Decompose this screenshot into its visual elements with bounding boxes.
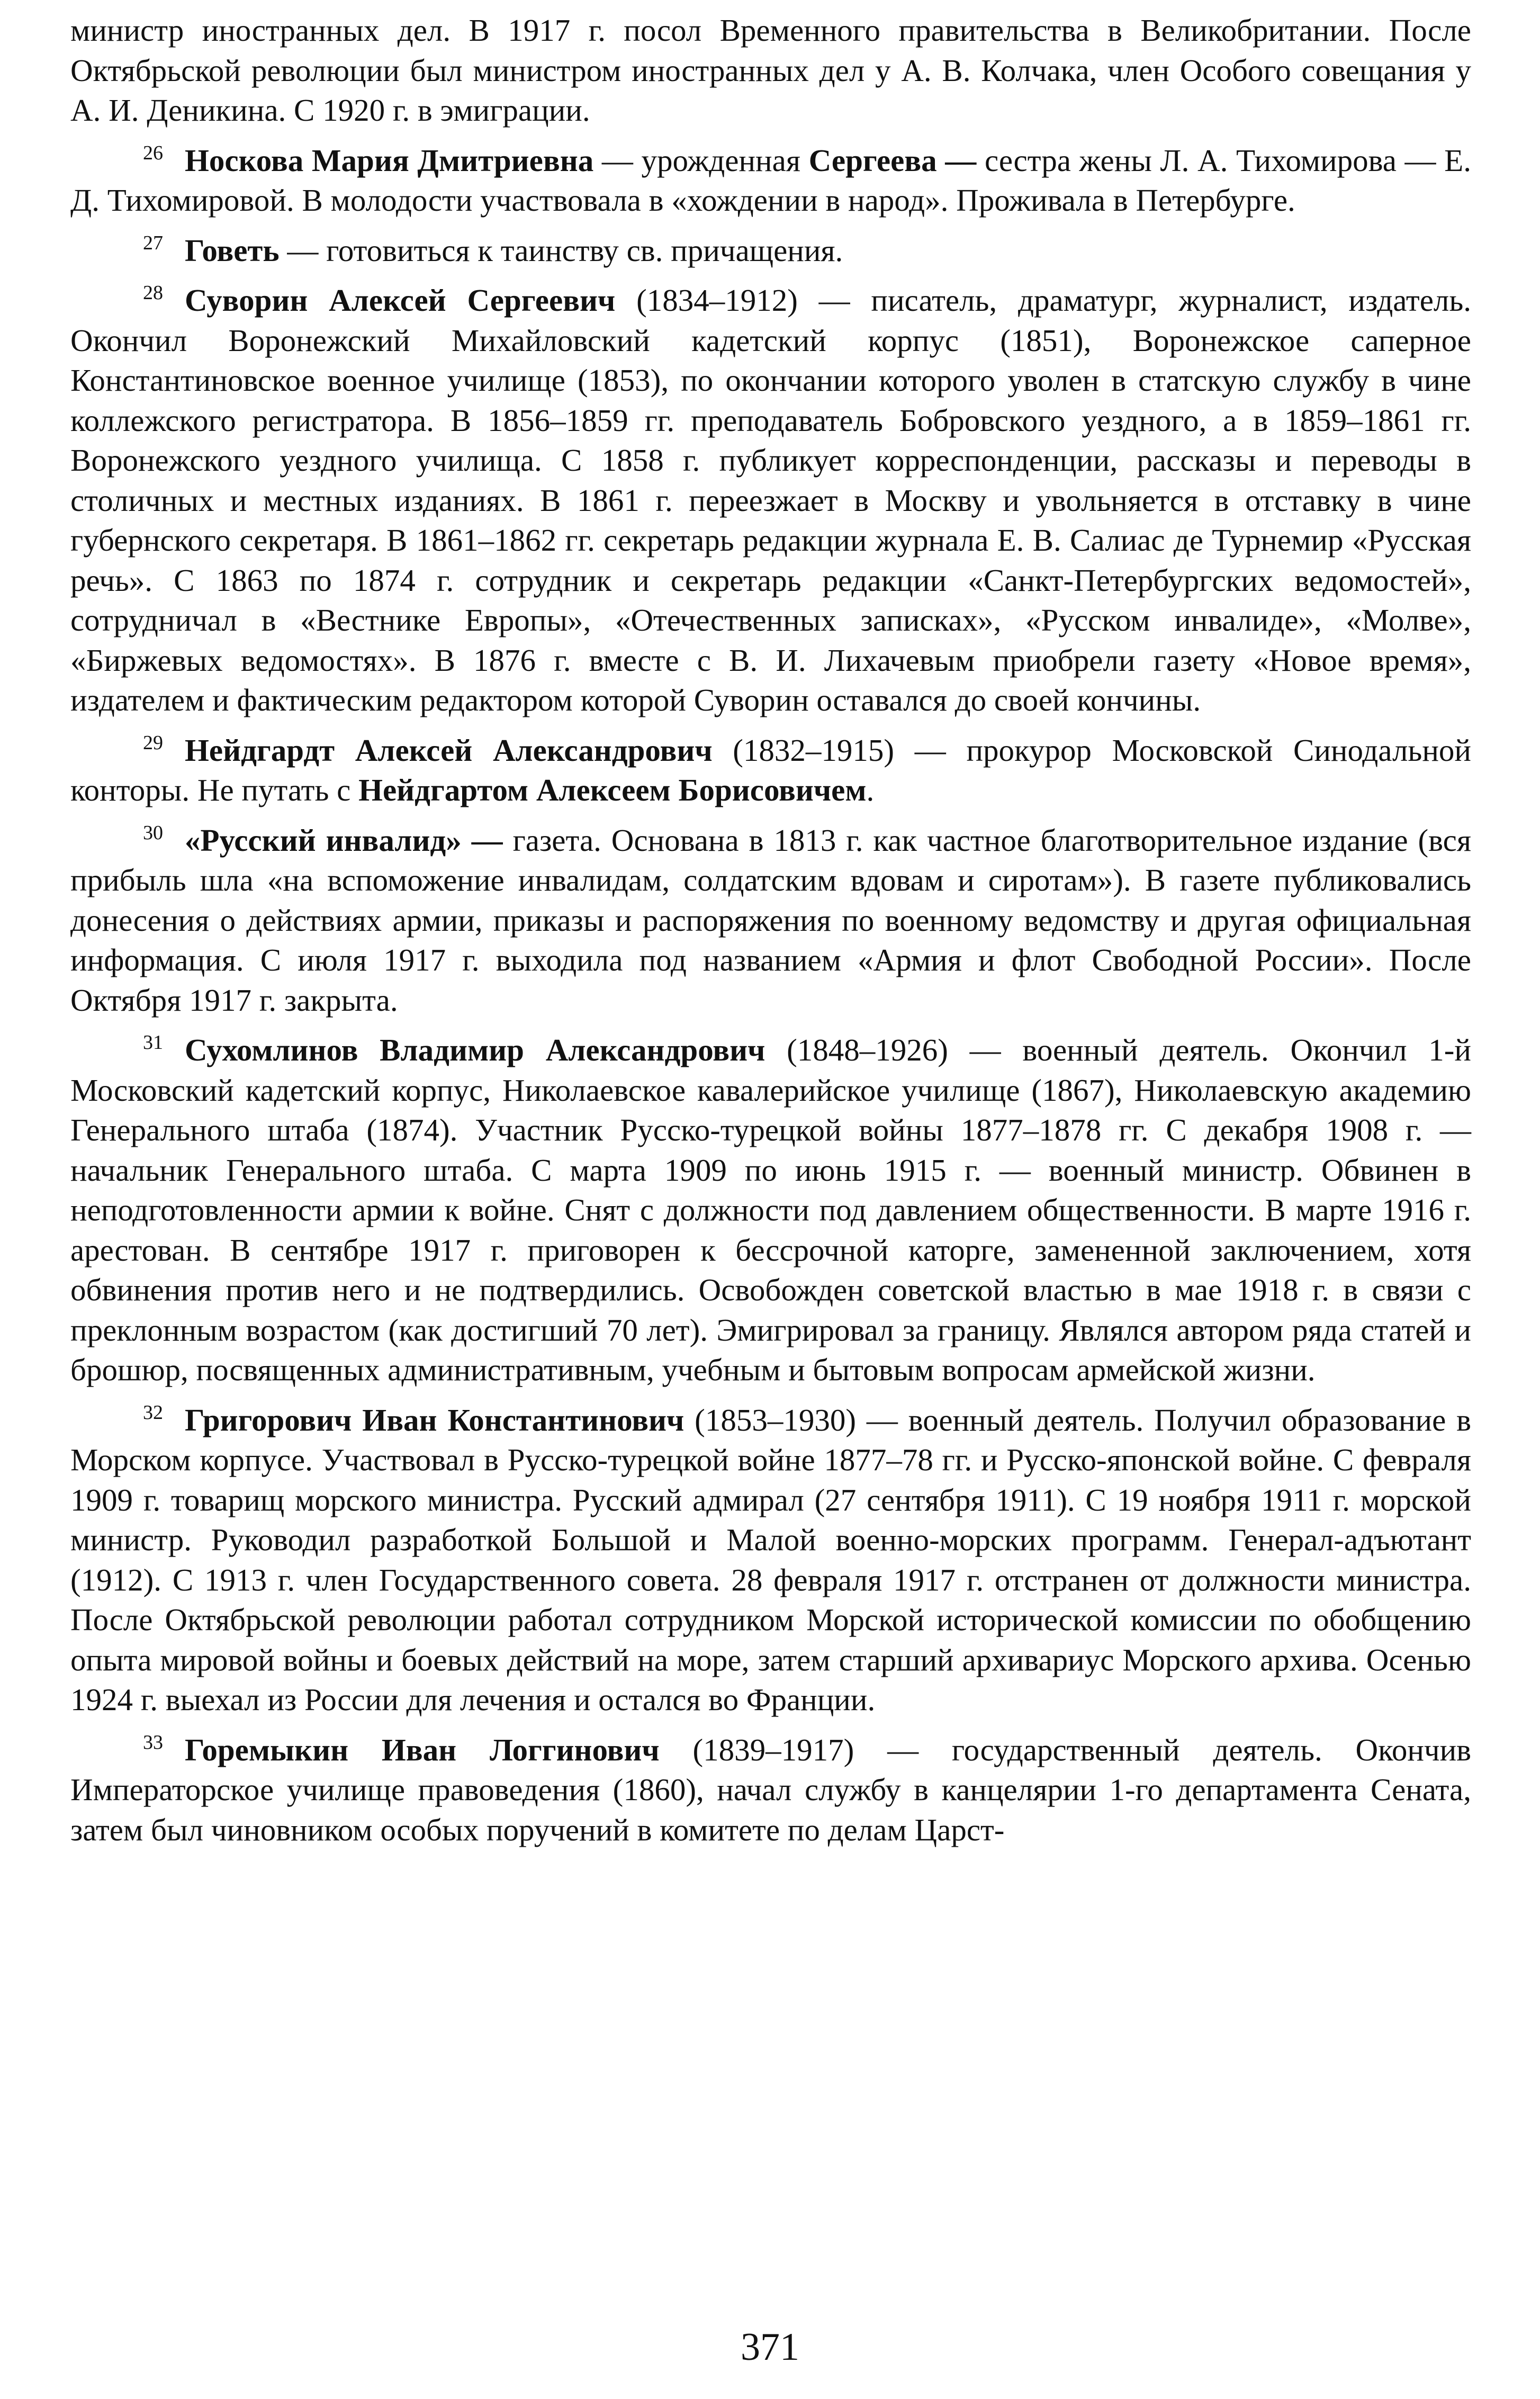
footnote-text: (1853–1930) — военный деятель. Получил образование в Морском корпусе. Участвовал в Русско-турецкой войне 1877–78 гг. и Русско-японской войне. С февраля 1909 г. товарищ морского министра. Русский адмирал (27 сентября 1911). С 19 ноября 1911 г. морской министр. Руководил разработкой Большой и Малой военно-морских программ. Генерал-адъютант (1912). С 1913 г. член Государственного совета. 28 февраля 1917 г. отстранен от должности министра. После Октябрьской революции работал сотрудником Морской исторической комиссии по обобщению опыта мировой войны и боевых действий на море, затем старший архивариус Морского архива. Осенью 1924 г. выехал из России для лечения и остался во Франции. xyxy=(70,1402,1471,1717)
footnote-text: — готовиться к таинству св. причащения. xyxy=(279,232,843,268)
footnote-term: Носкова Мария Дмитриевна xyxy=(185,142,594,178)
footnote-text: (1832–1915) — прокурор Московской Синодальной конторы. Не путать с xyxy=(70,732,1471,807)
footnote-29: 29 Нейдгардт Алексей Александрович (1832–1915) — прокурор Московской Синодальной конторы. Не путать с Нейдгартом Алексеем Борисовичем. xyxy=(70,731,1471,807)
footnote-text: — урожденная xyxy=(593,142,809,178)
page-body xyxy=(70,11,1471,1850)
footnote-term: «Русский инвалид» — xyxy=(185,822,503,858)
footnote-32: 32 Григорович Иван Константинович (1853–1930) — военный деятель. Получил образование в Морском корпусе. Участвовал в Русско-турецкой войне 1877–78 гг. и Русско-японской войне. С февраля 1909 г. товарищ морского министра. Русский адмирал (27 сентября 1911). С 19 ноября 1911 г. морской министр. Руководил разработкой Большой и Малой военно-морских программ. Генерал-адъютант (1912). С 1913 г. член Государственного совета. 28 февраля 1917 г. отстранен от должности министра. После Октябрьской революции работал сотрудником Морской исторической комиссии по обобщению опыта мировой войны и боевых действий на море, затем старший архивариус Морского архива. Осенью 1924 г. выехал из России для лечения и остался во Франции. xyxy=(70,1401,1471,1717)
footnote-term: Суворин Алексей Сергеевич xyxy=(185,283,616,318)
footnote-31: 31 Сухомлинов Владимир Александрович (1848–1926) — военный деятель. Окончил 1-й Московский кадетский корпус, Николаевское кавалерийское училище (1867), Николаевскую академию Генерального штаба (1874). Участник Русско-турецкой войны 1877–1878 гг. С декабря 1908 г. — начальник Генерального штаба. С марта 1909 по июнь 1915 г. — военный министр. Обвинен в неподготовленности армии к войне. Снят с должности под давлением общественности. В марте 1916 г. арестован. В сентябре 1917 г. приговорен к бессрочной каторге, замененной заключением, хотя обвинения против него и не подтвердились. Освобожден советской властью в мае 1918 г. в связи с преклонным возрастом (как достигший 70 лет). Эмигрировал за границу. Являлся автором ряда статей и брошюр, посвященных административным, учебным и бытовым вопросам армейской жизни. xyxy=(70,1031,1471,1387)
footnote-27: 27 Говеть — готовиться к таинству св. причащения. xyxy=(143,231,843,268)
footnote-term-secondary: Нейдгартом Алексеем Борисовичем xyxy=(358,772,867,807)
footnote-text: (1848–1926) — военный деятель. Окончил 1-й Московский кадетский корпус, Николаевское кавалерийское училище (1867), Николаевскую академию Генерального штаба (1874). Участник Русско-турецкой войны 1877–1878 гг. С декабря 1908 г. — начальник Генерального штаба. С марта 1909 по июнь 1915 г. — военный министр. Обвинен в неподготовленности армии к войне. Снят с должности под давлением общественности. В марте 1916 г. арестован. В сентябре 1917 г. приговорен к бессрочной каторге, замененной заключением, хотя обвинения против него и не подтвердились. Освобожден советской властью в мае 1918 г. в связи с преклонным возрастом (как достигший 70 лет). Эмигрировал за границу. Являлся автором ряда статей и брошюр, посвященных административным, учебным и бытовым вопросам армейской жизни. xyxy=(70,1032,1471,1387)
footnote-text: (1839–1917) — государственный деятель. Окончив Императорское училище правоведения (1860), начал службу в канцелярии 1-го департамента Сената, затем был чиновником особых поручений в комитете по делам Царст- xyxy=(70,1732,1472,1847)
page-number: 371 xyxy=(741,2325,799,2369)
footnote-term-secondary: Сергеева — xyxy=(808,142,977,178)
footnote-30: 30 «Русский инвалид» — газета. Основана в 1813 г. как частное благотворительное издание (вся прибыль шла «на вспоможение инвалидам, солдатским вдовам и сиротам»). В газете публиковались донесения о действиях армии, приказы и распоряжения по военному ведомству и другая официальная информация. С июля 1917 г. выходила под названием «Армия и флот Свободной России». После Октября 1917 г. закрыта. xyxy=(70,821,1471,1018)
intro-paragraph: министр иностранных дел. В 1917 г. посол Временного правительства в Великобритании. После Октябрьской революции был министром иностранных дел у А. В. Колчака, член Особого совещания у А. И. Деникина. С 1920 г. в эмиграции. xyxy=(70,13,1471,128)
footnote-33: 33 Горемыкин Иван Логгинович (1839–1917) — государственный деятель. Окончив Императорское училище правоведения (1860), начал службу в канцелярии 1-го департамента Сената, затем был чиновником особых поручений в комитете по делам Царст- xyxy=(70,1731,1472,1847)
footnote-28: 28 Суворин Алексей Сергеевич (1834–1912) — писатель, драматург, журналист, издатель. Окончил Воронежский Михайловский кадетский корпус (1851), Воронежское саперное Константиновское военное училище (1853), по окончании которого уволен в статскую службу в чине коллежского регистратора. В 1856–1859 гг. преподаватель Бобровского уездного, а в 1859–1861 гг. Воронежского уездного училища. С 1858 г. публикует корреспонденции, рассказы и переводы в столичных и местных изданиях. В 1861 г. переезжает в Москву и увольняется в отставку в чине губернского секретаря. В 1861–1862 гг. секретарь редакции журнала Е. В. Салиас де Турнемир «Русская речь». С 1863 по 1874 г. сотрудник и секретарь редакции «Санкт-Петербургских ведомостей», сотрудничал в «Вестнике Европы», «Отечественных записках», «Русском инвалиде», «Молве», «Биржевых ведомостях». В 1876 г. вместе с В. И. Лихачевым приобрели газету «Новое время», издателем и фактическим редактором которой Суворин оставался до своей кончины. xyxy=(70,282,1471,717)
footnote-text-continued: . xyxy=(866,772,875,807)
footnote-text-continued: сестра жены Л. А. Тихомирова — Е. Д. Тихомировой. В молодости участвовала в «хождении в народ». Проживала в Петербурге. xyxy=(70,142,1471,218)
footnote-term: Говеть xyxy=(185,232,280,268)
footnote-term: Горемыкин Иван Логгинович xyxy=(185,1732,660,1767)
footnote-text: (1834–1912) — писатель, драматург, журналист, издатель. Окончил Воронежский Михайловский кадетский корпус (1851), Воронежское саперное Константиновское военное училище (1853), по окончании которого уволен в статскую службу в чине коллежского регистратора. В 1856–1859 гг. преподаватель Бобровского уездного, а в 1859–1861 гг. Воронежского уездного училища. С 1858 г. публикует корреспонденции, рассказы и переводы в столичных и местных изданиях. В 1861 г. переезжает в Москву и увольняется в отставку в чине губернского секретаря. В 1861–1862 гг. секретарь редакции журнала Е. В. Салиас де Турнемир «Русская речь». С 1863 по 1874 г. сотрудник и секретарь редакции «Санкт-Петербургских ведомостей», сотрудничал в «Вестнике Европы», «Отечественных записках», «Русском инвалиде», «Молве», «Биржевых ведомостях». В 1876 г. вместе с В. И. Лихачевым приобрели газету «Новое время», издателем и фактическим редактором которой Суворин оставался до своей кончины. xyxy=(70,283,1471,717)
footnote-term: Нейдгардт Алексей Александрович xyxy=(185,732,713,768)
footnote-term: Сухомлинов Владимир Александрович xyxy=(185,1032,766,1067)
footnote-text: газета. Основана в 1813 г. как частное благотворительное издание (вся прибыль шла «на вспоможение инвалидам, солдатским вдовам и сиротам»). В газете публиковались донесения о действиях армии, приказы и распоряжения по военному ведомству и другая официальная информация. С июля 1917 г. выходила под названием «Армия и флот Свободной России». После Октября 1917 г. закрыта. xyxy=(70,822,1471,1018)
footnote-26: 26 Носкова Мария Дмитриевна — урожденная Сергеева — сестра жены Л. А. Тихомирова — Е. Д. Тихомировой. В молодости участвовала в «хождении в народ». Проживала в Петербурге. xyxy=(70,141,1471,218)
footnote-term: Григорович Иван Константинович xyxy=(185,1402,685,1437)
